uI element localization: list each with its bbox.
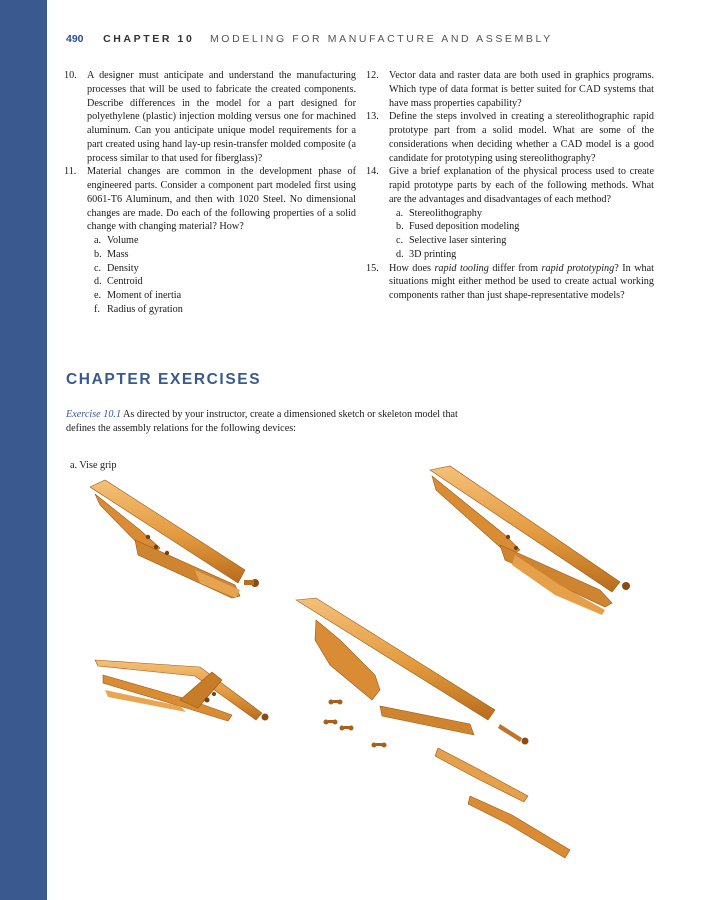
- list-item: b. Mass: [94, 248, 129, 260]
- list-item: f. Radius of gyration: [94, 303, 183, 315]
- question-15: 15. How does rapid tooling differ from rapid prototyping? In what situations might either method be used to create actual working components rather than just shape-representative models?: [366, 262, 655, 301]
- list-item: d. Centroid: [94, 276, 143, 288]
- vise-grip-open: [95, 660, 269, 721]
- question-12: 12. Vector data and raster data are both used in graphics programs. Which type of data format is better suited for CAD systems that have mass properties capability?: [366, 70, 654, 109]
- question-14: 14. Give a brief explanation of the physical process used to create rapid prototype parts by each of the following methods. What are the advantages and disadvantages of each method?: [366, 166, 654, 205]
- exercise-label: Exercise 10.1: [66, 409, 122, 420]
- list-item: d. 3D printing: [396, 248, 457, 260]
- list-item: b. Fused deposition modeling: [396, 221, 520, 233]
- vise-grip-assembled-left: [90, 480, 259, 598]
- part-a-label: a. Vise grip: [70, 460, 117, 471]
- question-10: 10. A designer must anticipate and understand the manufacturing processes that will be used to fabricate the created components. Describe differences in the model for a part designed for polyethylene (plastic) injection molding versus one for machined aluminum. Can you anticipate unique model requirements for a part created using hand lay-up resin-transfer molded composite (a process similar to that used for fiberglass)?: [64, 70, 356, 164]
- question-11: 11. Material changes are common in the development phase of engineered parts. Consider a component part modeled first using 6061-T6 Aluminum, and then with 1020 Steel. No dimensional changes are made. Do each of the following properties of a solid change with changing material? How?: [64, 166, 356, 233]
- chapter-title: MODELING FOR MANUFACTURE AND ASSEMBLY: [209, 33, 553, 45]
- list-item: c. Selective laser sintering: [396, 235, 507, 246]
- vise-grip-exploded: [296, 598, 570, 858]
- list-item: a. Volume: [94, 235, 139, 246]
- page-number: 490: [66, 33, 84, 45]
- section-heading: CHAPTER EXERCISES: [66, 371, 262, 388]
- list-item: a. Stereolithography: [396, 207, 482, 219]
- question-13: 13. Define the steps involved in creating a stereolithographic rapid prototype part from a solid model. What are some of the considerations when deciding whether a CAD model is a good candidate for prototyping using stereolithography?: [366, 111, 654, 164]
- list-item: c. Density: [94, 262, 139, 274]
- exercise-text: As directed by your instructor, create a dimensioned sketch or skeleton model that defines the assembly relations for the following devices:: [66, 409, 458, 434]
- chapter-label: CHAPTER 10: [103, 33, 195, 45]
- list-item: e. Moment of inertia: [94, 290, 182, 301]
- vise-grip-assembled-right: [430, 466, 630, 615]
